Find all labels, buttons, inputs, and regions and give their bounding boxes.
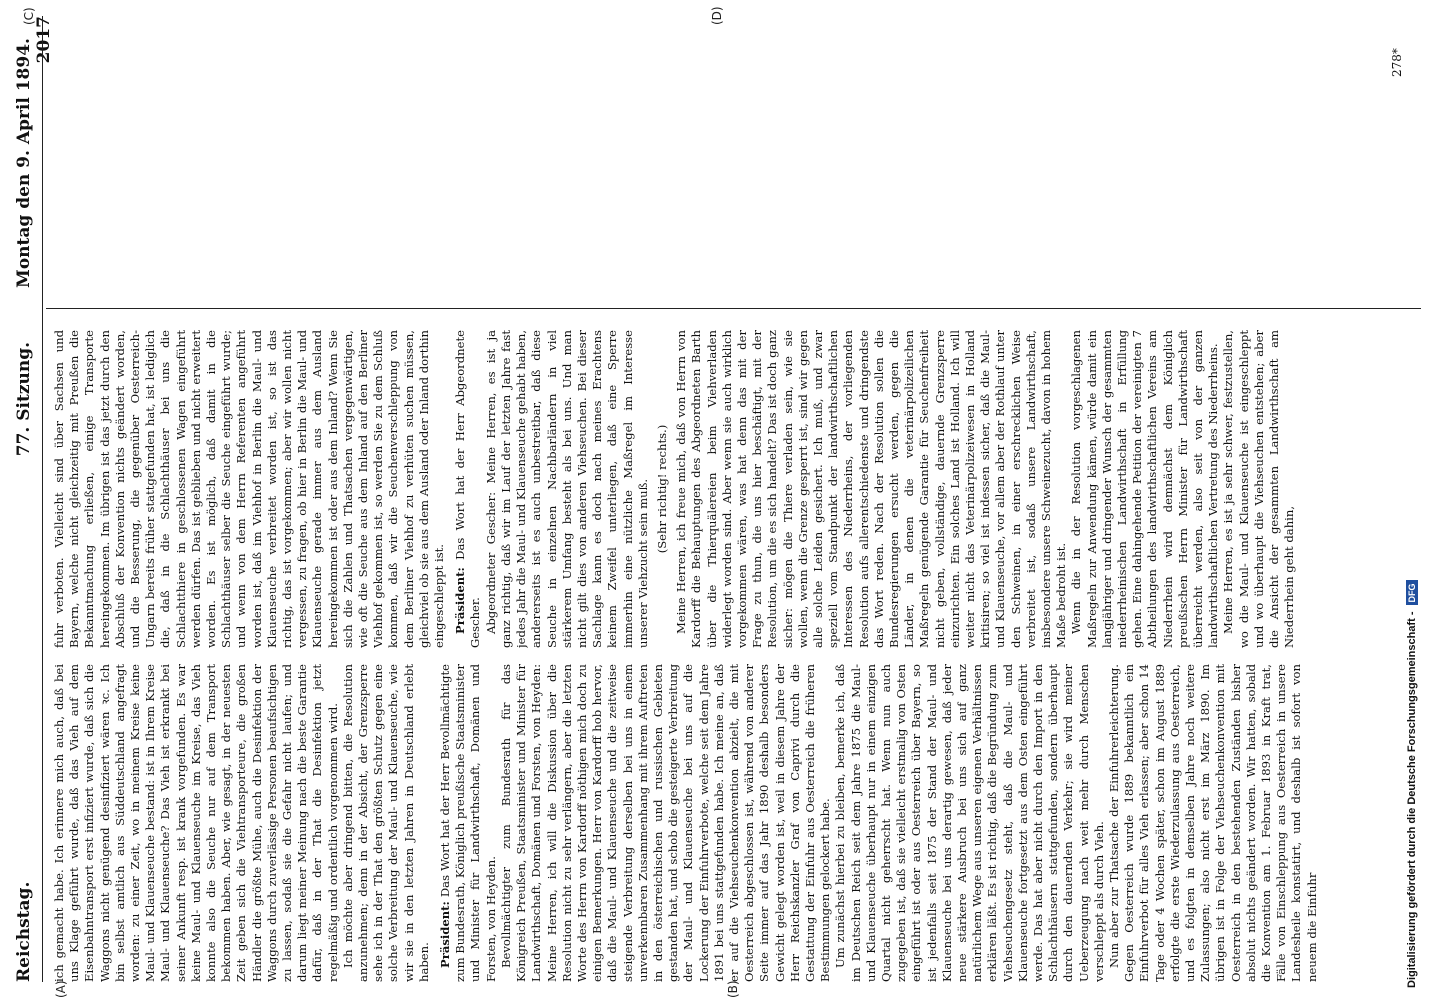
page-header-right <box>14 16 54 288</box>
margin-marker-c: (C) <box>22 7 36 25</box>
applause-note: (Sehr richtig! rechts.) <box>654 424 669 554</box>
margin-marker-b: (B) <box>726 980 740 998</box>
paragraph: ich gemacht habe. Ich erinnere mich auch, daß bei uns Klage geführt wurde, daß das Vieh auf dem Eisenbahntransport erst infiziert wurde, daß sich die Waggons nicht genügend desinfiziert wären ꝛc. Ich bin selbst amtlich aus Süddeutschland angefragt worden: zu einer Zeit, wo in meinem Kreise keine Maul- und Klauenseuche bestand: ist in Ihrem Kreise Maul- und Klauenseuche? Das Vieh ist erkrankt bei seiner Ankunft resp. ist krank vorgefunden. Es war keine Maul- und Klauenseuche im Kreise, das Vieh konnte also die Seuche nur auf dem Transport bekommen haben. Aber, wie gesagt, in der neuesten Zeit geben sich die Viehtransporteure, die großen Händler die größte Mühe, auch die Desinfektion der Waggons durch zuverlässige Personen beaufsichtigen zu lassen, sodaß sie die Gefahr nicht laufen; und darum liegt meiner Meinung nach die beste Garantie dafür, daß in der That die Desinfektion jetzt regelmäßig und ordentlich vorgenommen wird. <box>52 664 340 982</box>
digitization-footer <box>1392 0 1432 1000</box>
speaker-label: Präsident: <box>453 567 468 634</box>
session-label: 77. Sitzung. <box>14 342 34 457</box>
paragraph: Nun aber zur Thatsache der Einfuhrerleichterung. Gegen Oesterreich wurde 1889 bekanntlich ein Einfuhrverbot für alles Vieh erlassen; aber schon 14 Tage oder 4 Wochen später, schon im August 1889 erfolgte die erste Wiederzulassung aus Oesterreich, und es folgten in demselben Jahre noch weitere Zulassungen; also nicht erst im März 1890. Im übrigen ist in Folge der Viehseuchenkonvention mit Oesterreich in den bestehenden Zuständen bisher absolut nichts geändert worden. Wir hatten, sobald die Konvention am 1. Februar 1893 in Kraft trat, Fälle von Einschleppung aus Oesterreich in unsere Landesheile konstatirt, und deshalb ist sofort von neuem die Einfuhr <box>1107 664 1319 982</box>
signature-mark: 278* <box>1390 48 1404 77</box>
text-column-1 <box>52 664 1412 982</box>
paragraph: Um zunächst hierbei zu bleiben, bemerke ich, daß im Deutschen Reich seit dem Jahre 1875 die Maul- und Klauenseuche überhaupt nur in einem einzigen Quartal nicht geherrscht hat. Wenn nun auch zugegeben ist, daß sie vielleicht erstmalig von Osten eingeführt ist oder aus Oesterreich über Bayern, so ist jedenfalls seit 1875 der Stand der Maul- und Klauenseuche bei uns derartig gewesen, daß jeder neue stärkere Ausbruch bei uns sich auf ganz natürlichem Wege aus unseren eigenen Verhältnissen erklären läßt. Es ist richtig, daß die Begründung zum Viehseuchengesetz steht, daß die Maul- und Klauenseuche fortgesetzt aus dem Osten eingeführt werde. Das hat aber nicht durch den Import in den Schlachthäusern stattgefunden, sondern überhaupt durch den dauernden Verkehr; sie wird meiner Ueberzeugung nach weit mehr durch Menschen verschleppt als durch Vieh. <box>833 664 1106 982</box>
issue-date: Montag den 9. April 1894. <box>14 38 34 288</box>
text-column-2 <box>52 330 1412 648</box>
digitization-note: Digitalisierung gefördert durch die Deutsche Forschungsgemeinschaft - <box>1406 611 1418 988</box>
speaker-paragraph: Präsident: Das Wort hat der Herr Bevollmächtigte zum Bundesrath, Königlich preußische Staatsminister und Minister für Landwirthschaft, Domänen und Forsten, von Heyden. <box>438 664 498 982</box>
paragraph: Abgeordneter Gescher: Meine Herren, es ist ja ganz richtig, daß wir im Lauf der letzten Jahre fast jedes Jahr die Maul- und Klauenseuche gehabt haben, andererseits ist es auch unbestreitbar, daß diese Seuche in einzelnen Nachbarländern in viel stärkerem Umfang besteht als bei uns. Und man nicht gilt dies von anderen Viehseuchen. Bei dieser Sachlage kann es doch nach meines Erachtens keinem Zweifel unterliegen, daß eine Sperre immerhin eine nützliche Maßregel im Interesse unserer Viehzucht sein muß. <box>483 330 650 648</box>
dfg-logo: DFG <box>1406 580 1418 605</box>
paragraph: Meine Herren, ich freue mich, daß von Herrn von Kardorff die Behauptungen des Abgeordneten Barth über die Thierquälereien beim Viehverladen widerlegt worden sind. Aber wenn sie auch wirklich vorgekommen wären, was hat denn das mit der Frage zu thun, die uns hier beschäftigt, mit der Resolution, um die es sich handelt? Das ist doch ganz sicher: mögen die Thiere verladen sein, wie sie wollen, wenn die Grenze gesperrt ist, sind wir gegen alle solche Leiden gesichert. Ich muß, und zwar speziell vom Standpunkt der landwirthschaftlichen Interessen des Niederrheins, der vorliegenden Resolution aufs allerentschiedenste und dringendste das Wort reden. Nach der Resolution sollen die Bundesregierungen ersucht werden, gegen die Länder, in denen die veterinärpolizeilichen Maßregeln genügende Garantie für Seuchenfreiheit nicht geben, vollständige, dauernde Grenzsperre einzurichten. Ein solches Land ist Holland. Ich will weiter nicht das Veterinärpolizeiwesen in Holland kritisiren; so viel ist indessen sicher, daß die Maul- und Klauenseuche, vor allem aber der Rothlauf unter den Schweinen, in einer erschrecklichen Weise verbreitet ist, sodaß unsere Landwirthschaft, insbesondere unsere Schweinezucht, davon in hohem Maße bedroht ist. <box>674 330 1069 648</box>
publication-title: Reichstag. <box>14 881 34 982</box>
speaker-label: Präsident: <box>438 901 453 968</box>
header-rule <box>42 16 43 982</box>
column-divider <box>46 308 1421 309</box>
page-header-left <box>14 332 34 982</box>
margin-marker-a: (A) <box>54 980 68 998</box>
paragraph: Meine Herren, es ist ja sehr schwer, festzustellen, wo die Maul- und Klauenseuche ist eingeschleppt und wo überhaupt die Viehseuchen entstehen; aber die Ansicht der gesammten Landwirthschaft am Niederrhein geht dahin, <box>1221 330 1297 648</box>
paragraph: Bevollmächtigter zum Bundesrath für das Königreich Preußen, Staatsminister und Minister für Landwirthschaft, Domänen und Forsten, von Heyden: Meine Herren, ich will die Diskussion über die Resolution nicht zu sehr verlängern, aber die letzten Worte des Herrn von Kardorff nöthigen mich doch zu einigen Bemerkungen. Herr von Kardorff hob hervor, daß die Maul- und Klauenseuche und die zeitweise steigende Verbreitung derselben bei uns in einem unverkennbaren Zusammenhang mit ihrem Auftreten in den österreichischen und russischen Gebieten gestanden hat, und schob die gesteigerte Verbreitung der Maul- und Klauenseuche bei uns auf die Lockerung der Einfuhrverbote, welche seit dem Jahre 1891 bei uns stattgefunden habe. Ich meine an, daß er auf die Viehseuchenkonvention abzielt, die mit Oesterreich abgeschlossen ist, während von anderer Seite immer auf das Jahr 1890 deshalb besonders Gewicht gelegt worden ist, weil in diesem Jahre der Herr Reichskanzler Graf von Caprivi durch die Gestattung der Einfuhr aus Oesterreich die früheren Bestimmungen gelockert habe. <box>498 664 833 982</box>
margin-marker-d: (D) <box>710 6 724 25</box>
paragraph: Wenn die in der Resolution vorgeschlagenen Maßregeln zur Anwendung kämen, würde damit ein langjähriger und dringender Wunsch der gesammten niederrheinischen Landwirthschaft in Erfüllung gehen. Eine dahingehende Petition der vereinigten 7 Abtheilungen des landwirthschaftlichen Vereins am Niederrhein wird demnächst dem Königlich preußischen Herrn Minister für Landwirthschaft überreicht werden, also seit von der ganzen landwirthschaftlichen Vertretung des Niederrheins. <box>1069 330 1221 648</box>
paragraph: fuhr verboten. Vielleicht sind über Sachsen und Bayern, welche nicht gleichzeitig mit Preußen die Bekanntmachung erließen, einige Transporte hereingekommen. Im übrigen ist das jetzt durch den Abschluß der Konvention nichts geändert worden, und die Besserung, die gegenüber Oesterreich-Ungarn bereits früher stattgefunden hat, ist lediglich die, daß in die Schlachthäuser bei uns die Schlachtthiere in geschlossenen Wagen eingeführt werden dürfen. Das ist geblieben und nicht erweitert worden. Es ist möglich, daß damit in die Schlachthäuser selber die Seuche eingeführt wurde; und wenn von dem Herrn Referenten angeführt worden ist, daß im Viehhof in Berlin die Maul- und Klauenseuche verbreitet worden ist, so ist das richtig, das ist vorgekommen; aber wir wollen nicht vergessen, zu fragen, ob hier in Berlin die Maul- und Klauenseuche gerade immer aus dem Ausland hereingekommen ist oder aus dem Inland? Wenn Sie sich die Zahlen und Thatsachen vergegenwärtigen, wie oft die Seuche aus dem Inland auf den Berliner Viehhof gekommen ist, so werden Sie zu dem Schluß kommen, daß wir die Seuchenverschleppung von dem Berliner Viehhof zu verhüten suchen müssen, gleichviel ob sie aus dem Ausland oder Inland dorthin eingeschleppt ist. <box>52 330 447 648</box>
speaker-paragraph: Präsident: Das Wort hat der Herr Abgeordnete Gescher. <box>453 330 483 648</box>
page-number: 2017 <box>34 16 54 64</box>
paragraph: Ich möchte aber dringend bitten, die Resolution anzunehmen; denn in der Absicht, der Grenzsperre sehe ich in der That den größten Schutz gegen eine solche Verbreitung der Maul- und Klauenseuche, wie wir sie in den letzten Jahren in Deutschland erlebt haben. <box>340 664 431 982</box>
